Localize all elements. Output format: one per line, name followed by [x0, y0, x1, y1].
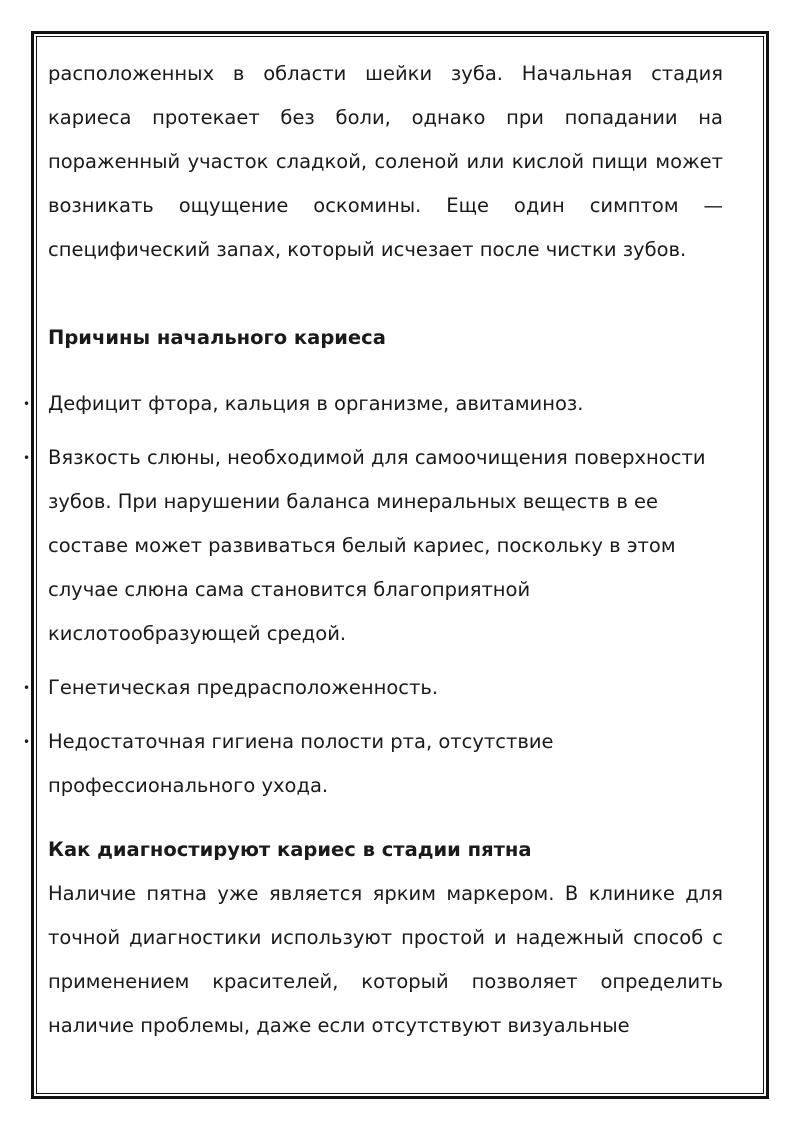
list-item-text: Недостаточная гигиена полости рта, отсутствие профессионального ухода.	[48, 730, 554, 797]
list-item	[23, 720, 723, 808]
bullet-icon: •	[23, 397, 31, 411]
bullet-icon: •	[23, 735, 31, 749]
list-item-text: Вязкость слюны, необходимой для самоочищения поверхности зубов. При нарушении баланса минеральных веществ в ее составе может развиваться белый кариес, поскольку в этом случае слюна сама становится благоприятной кислотообразующей средой.	[48, 446, 706, 645]
diagnosis-heading: Как диагностируют кариес в стадии пятна	[48, 838, 532, 861]
bullet-icon: •	[23, 681, 31, 695]
causes-list	[23, 382, 723, 808]
list-item-text: Генетическая предрасположенность.	[48, 676, 439, 699]
intro-paragraph: расположенных в области шейки зуба. Начальная стадия кариеса протекает без боли, однако при попадании на пораженный участок сладкой, соленой или кислой пищи может возникать ощущение оскомины. Еще один симптом — специфический запах, который исчезает после чистки зубов.	[48, 62, 723, 261]
diagnosis-paragraph: Наличие пятна уже является ярким маркером. В клинике для точной диагностики используют простой и надежный способ с применением красителей, который позволяет определить наличие проблемы, даже если отсутствуют визуальные	[48, 882, 723, 1037]
list-item	[23, 666, 723, 710]
list-item-text: Дефицит фтора, кальция в организме, авитаминоз.	[48, 392, 584, 415]
list-item	[23, 436, 723, 656]
list-item	[23, 382, 723, 426]
bullet-icon: •	[23, 451, 31, 465]
causes-heading: Причины начального кариеса	[48, 326, 386, 349]
document-body	[23, 52, 723, 1048]
